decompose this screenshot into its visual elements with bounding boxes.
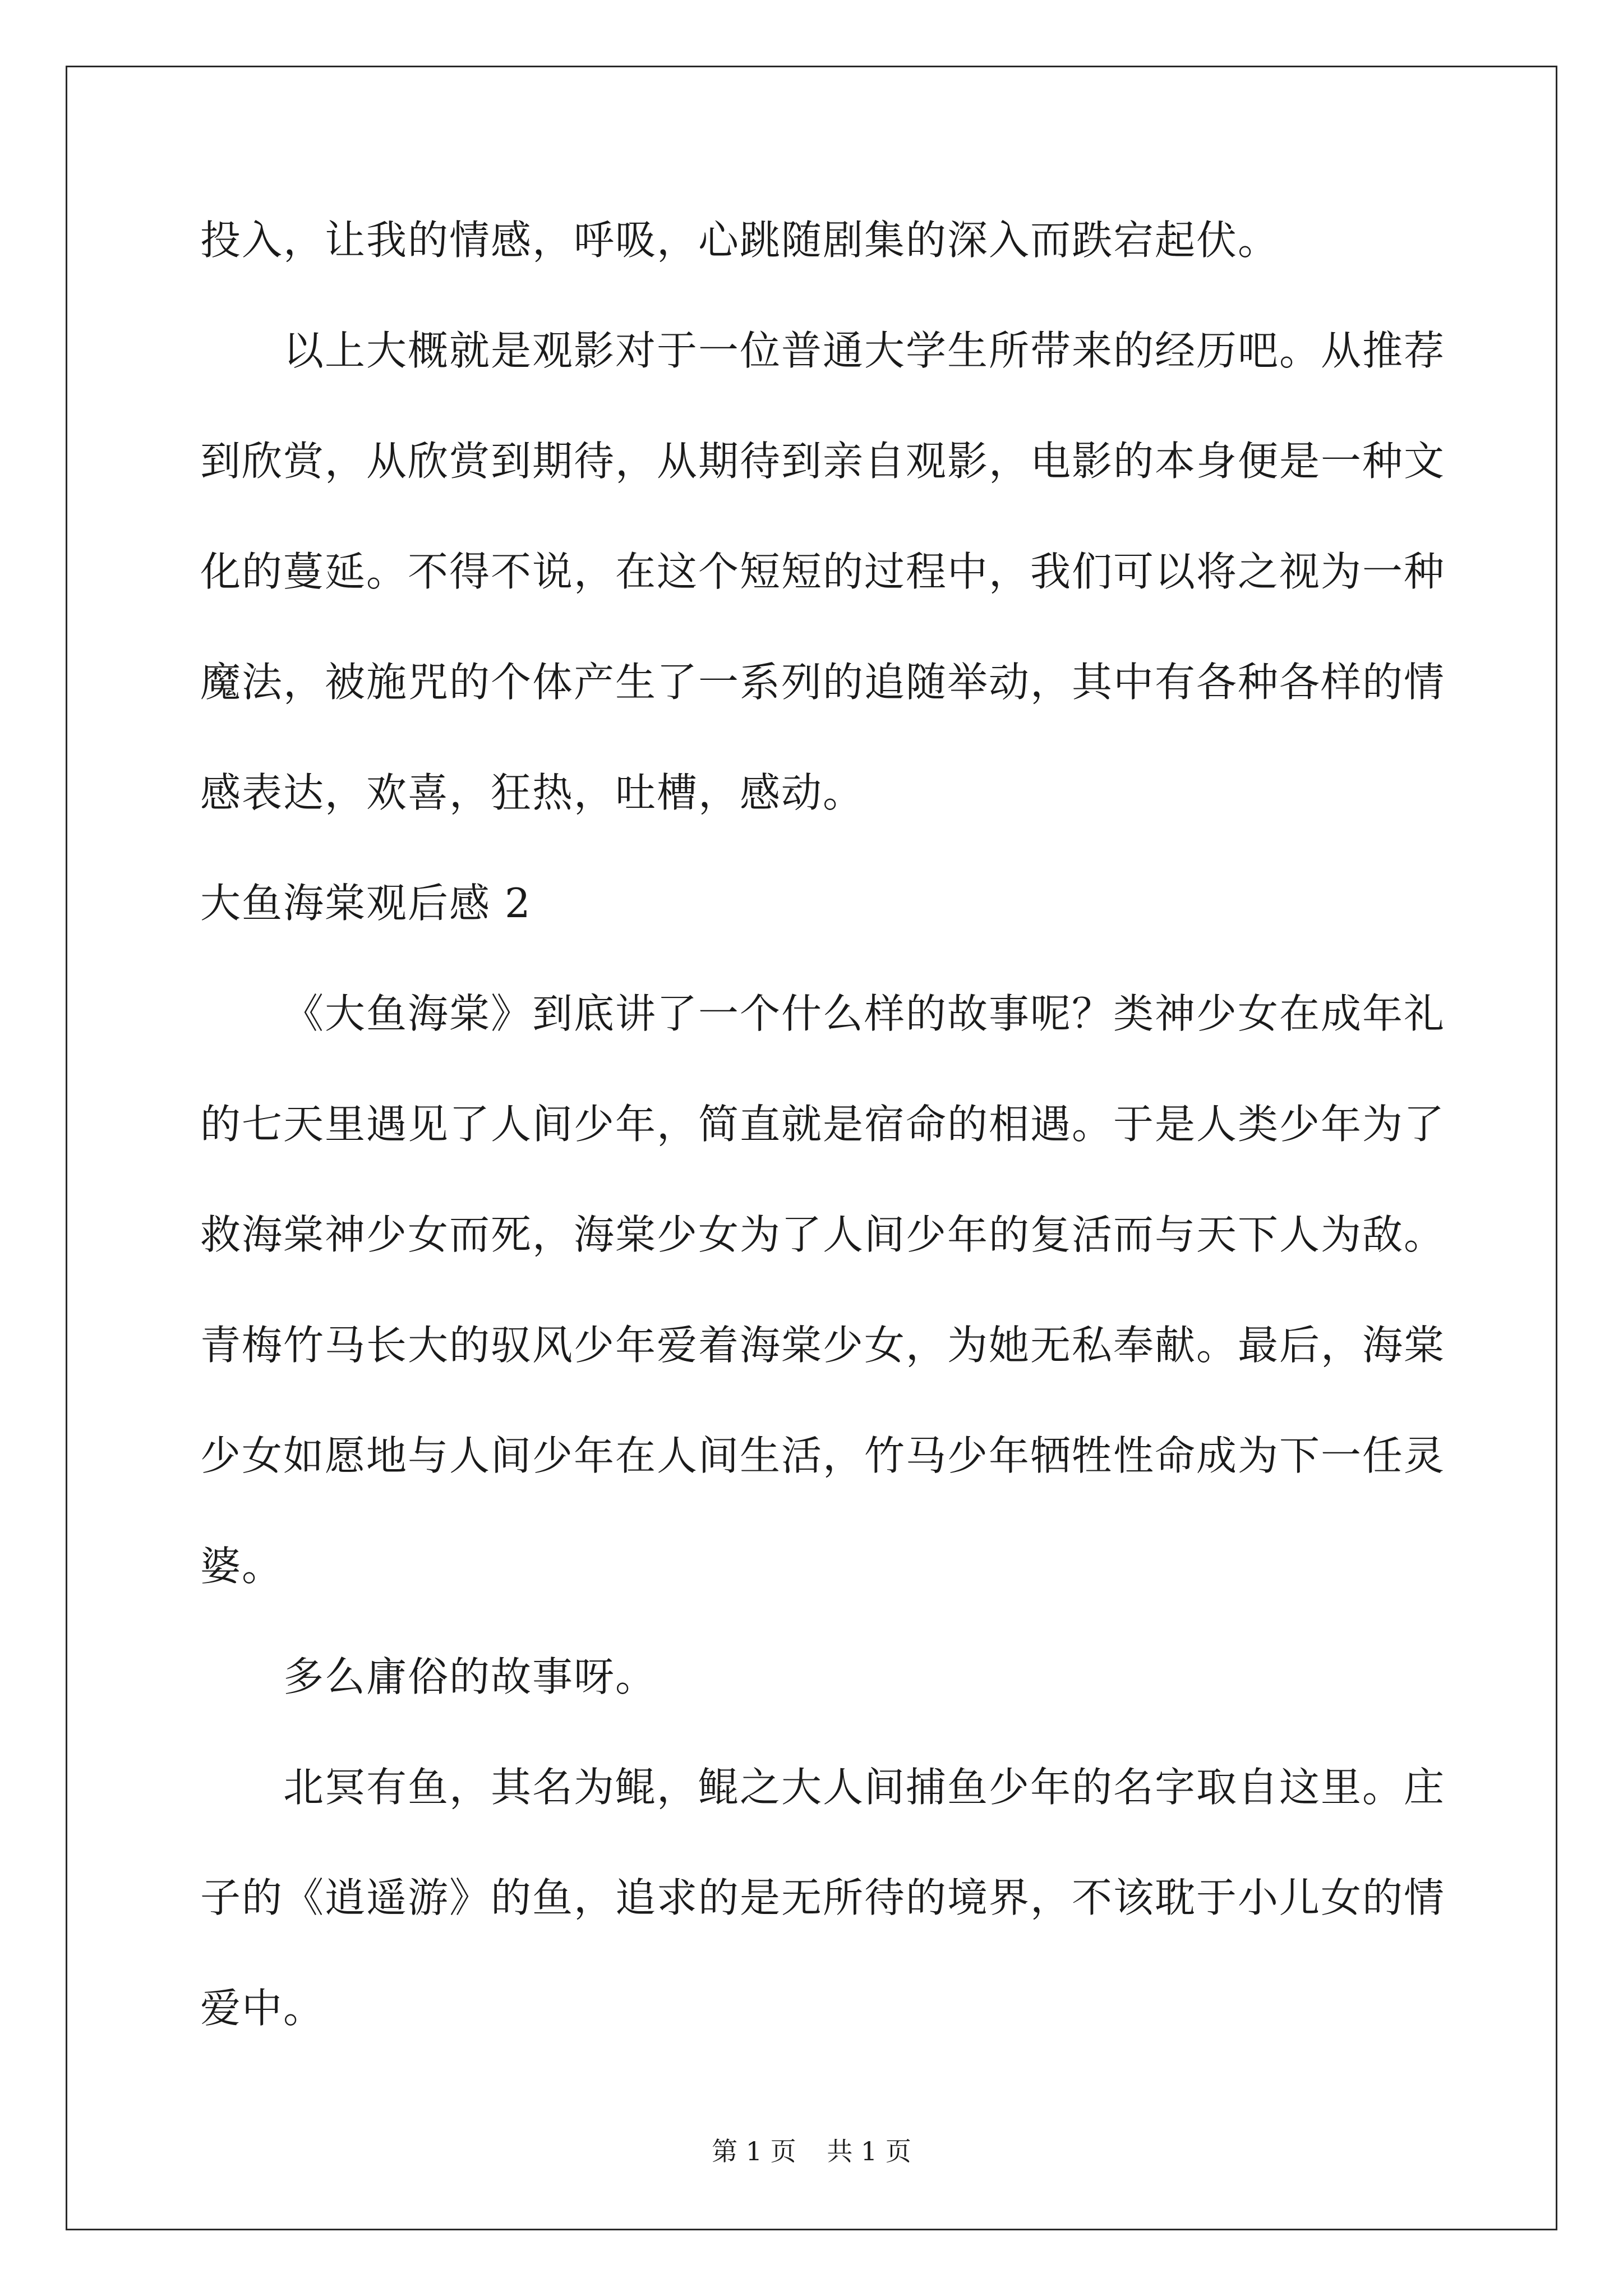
document-body [200, 212, 1446, 2091]
paragraph-line: 少女如愿地与人间少年在人间生活，竹马少年牺牲性命成为下一任灵 [200, 1432, 1446, 1479]
paragraph-line: 子的《逍遥游》的鱼，追求的是无所待的境界，不该耽于小儿女的情 [200, 1874, 1446, 1921]
paragraph-line: 魔法，被施咒的个体产生了一系列的追随举动，其中有各种各样的情 [200, 659, 1446, 706]
paragraph-line: 北冥有鱼，其名为鲲，鲲之大人间捕鱼少年的名字取自这里。庄 [283, 1764, 1446, 1811]
paragraph-line: 婆。 [200, 1543, 284, 1590]
paragraph-line: 救海棠神少女而死，海棠少女为了人间少年的复活而与天下人为敌。 [200, 1211, 1446, 1258]
paragraph-line: 多么庸俗的故事呀。 [283, 1653, 657, 1700]
paragraph-line: 投入，让我的情感，呼吸，心跳随剧集的深入而跌宕起伏。 [200, 217, 1280, 264]
paragraph-line: 《大鱼海棠》到底讲了一个什么样的故事呢？类神少女在成年礼 [283, 990, 1446, 1037]
paragraph-line: 化的蔓延。不得不说，在这个短短的过程中，我们可以将之视为一种 [200, 548, 1446, 595]
page-footer [0, 2134, 1623, 2168]
paragraph-line: 到欣赏，从欣赏到期待，从期待到亲自观影，电影的本身便是一种文 [200, 438, 1446, 485]
paragraph-line: 以上大概就是观影对于一位普通大学生所带来的经历吧。从推荐 [283, 327, 1446, 374]
section-heading: 大鱼海棠观后感 2 [200, 880, 532, 927]
paragraph-line: 感表达，欢喜，狂热，吐槽，感动。 [200, 769, 865, 816]
page-number: 第 1 页 [712, 2136, 796, 2166]
paragraph-line: 爱中。 [200, 1985, 325, 2032]
paragraph-line: 的七天里遇见了人间少年，简直就是宿命的相遇。于是人类少年为了 [200, 1101, 1446, 1148]
paragraph-line: 青梅竹马长大的驭风少年爱着海棠少女，为她无私奉献。最后，海棠 [200, 1322, 1446, 1369]
page-total: 共 1 页 [827, 2136, 911, 2166]
